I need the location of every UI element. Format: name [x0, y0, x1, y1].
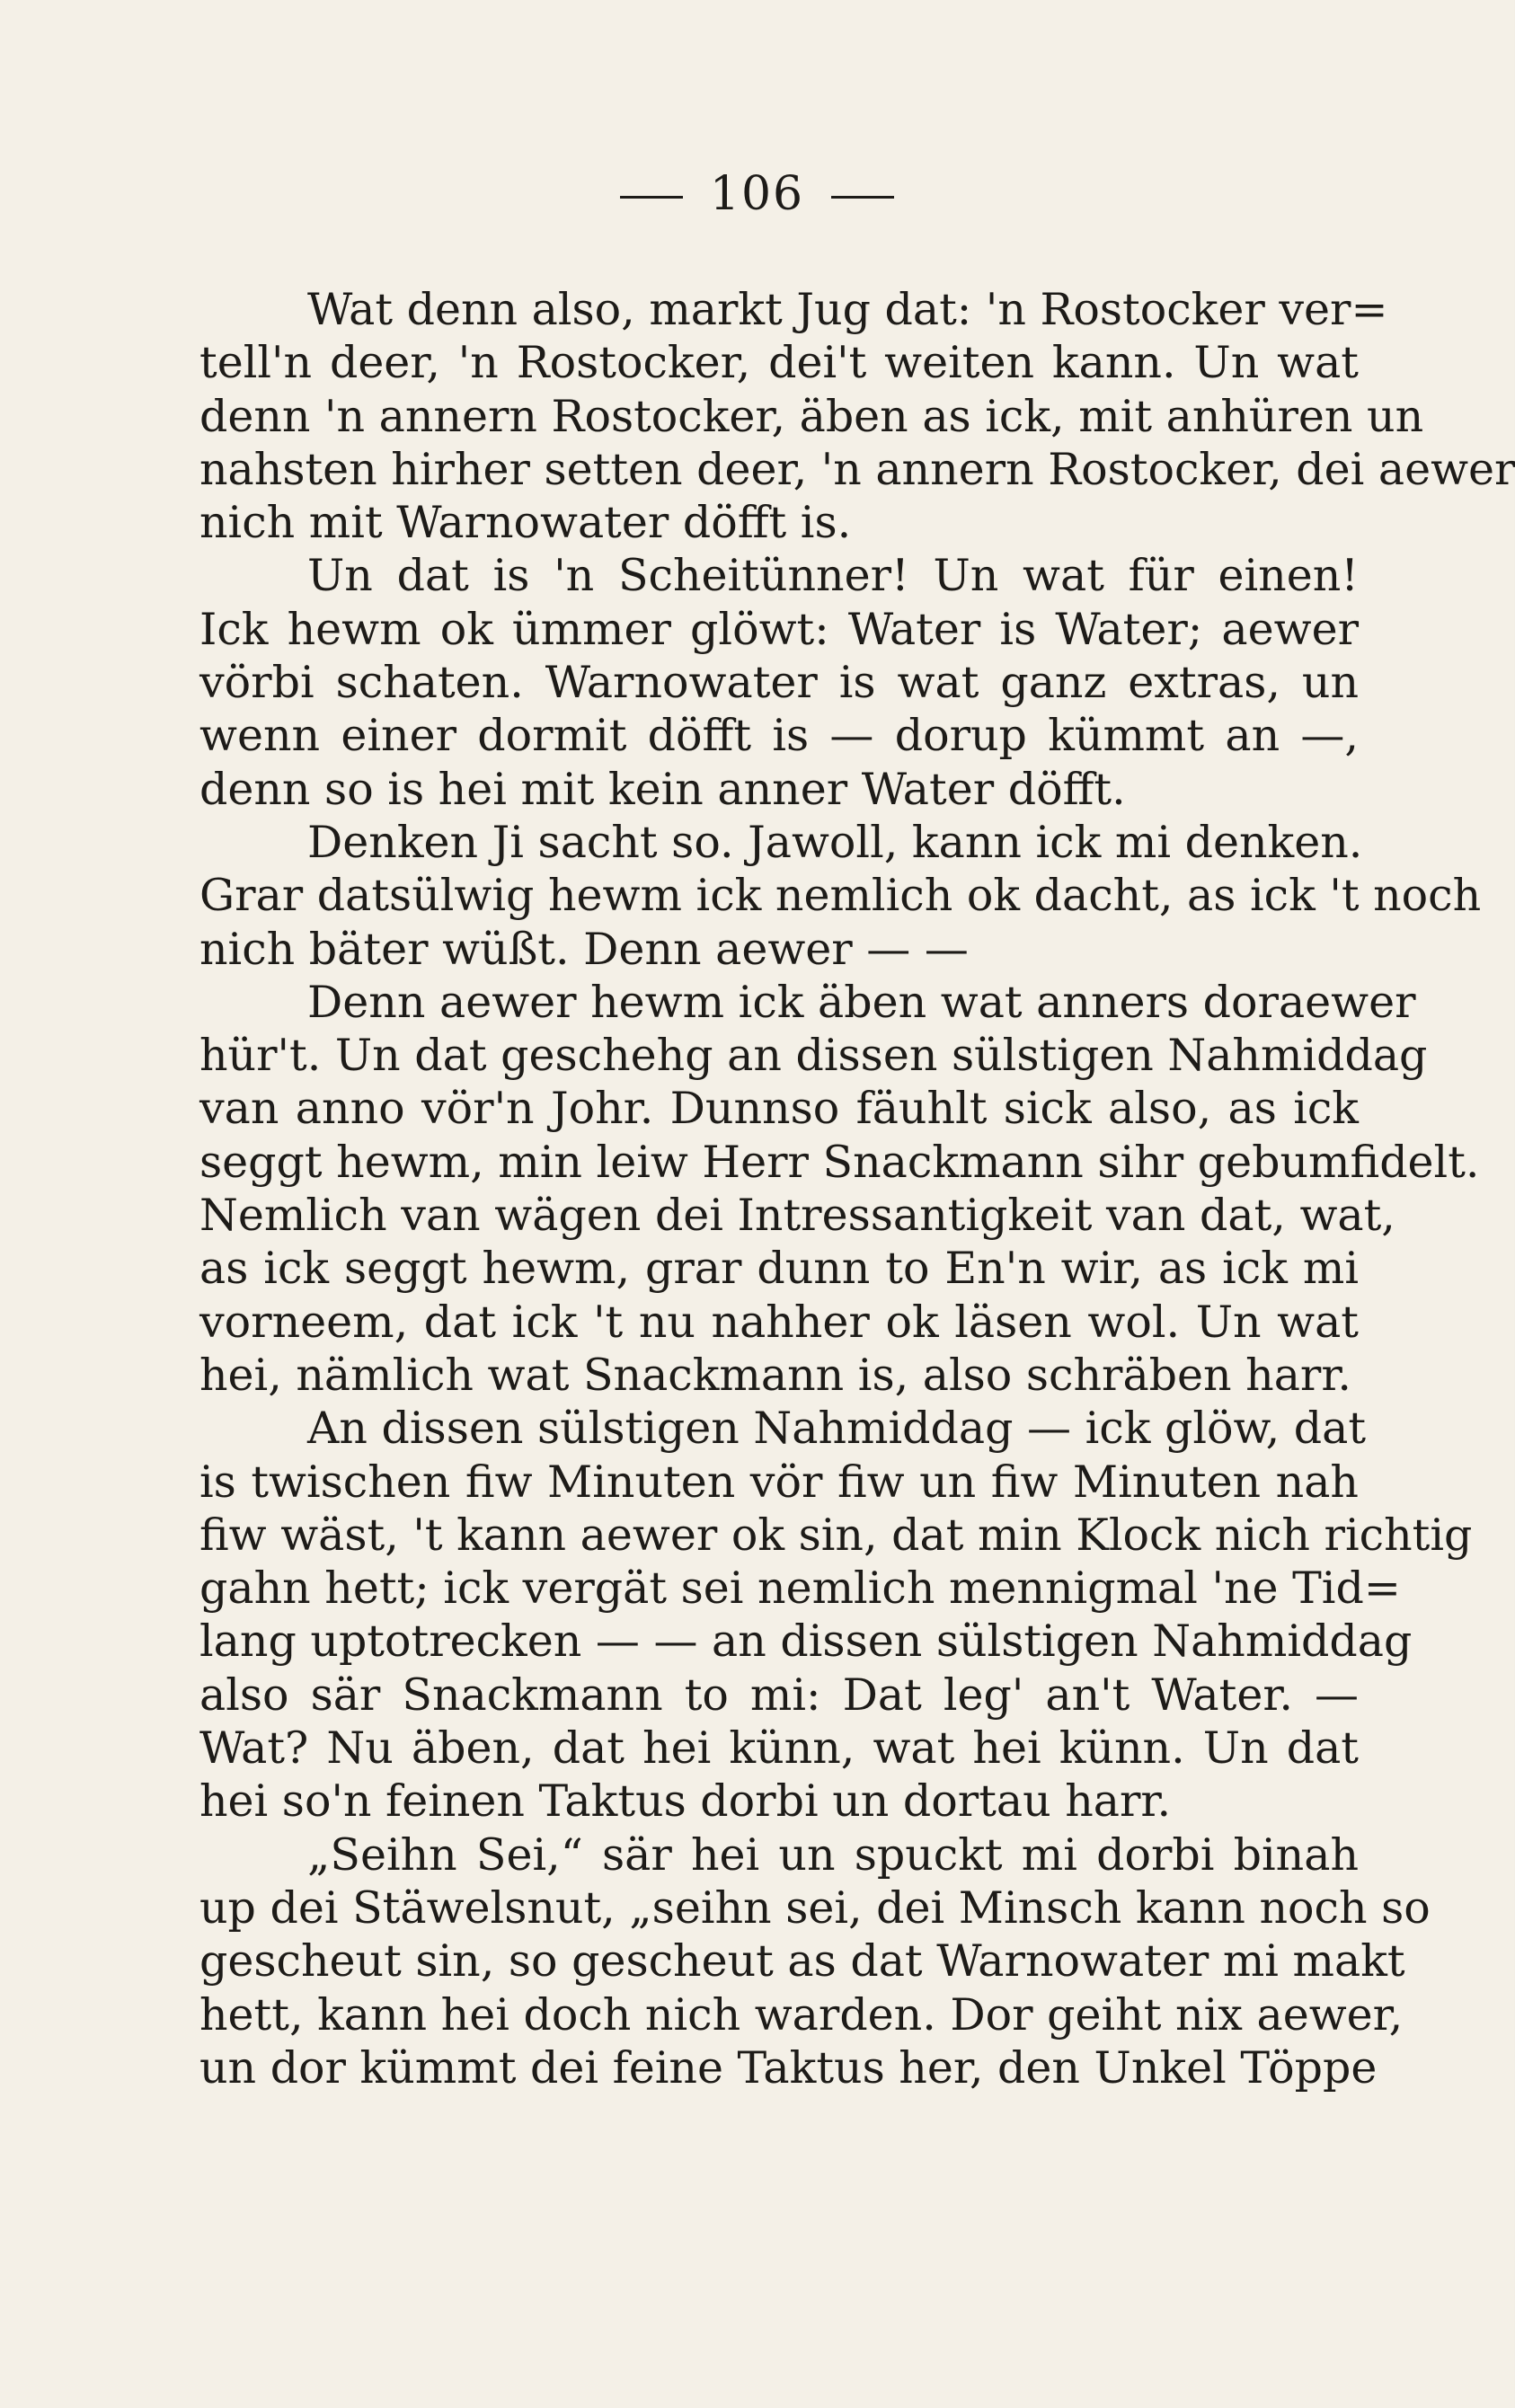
text-line: nahsten hirher setten deer, 'n annern Rostocker, dei aewer [199, 443, 1515, 495]
text-line: un dor kümmt dei feine Taktus her, den Unkel Töppe [199, 2041, 1378, 2094]
text-line: Nemlich van wägen dei Intressantigkeit van dat, wat, [199, 1190, 1395, 1242]
text-line: Denn aewer hewm ick äben wat anners doraewer [307, 976, 1416, 1028]
text-line: seggt hewm, min leiw Herr Snackmann sihr gebumfidelt. [199, 1136, 1480, 1188]
page-number [0, 167, 1514, 221]
text-line: van anno vör'n Johr. Dunnso fäuhlt sick also, as ick [199, 1083, 1359, 1135]
text-line: hür't. Un dat geschehg an dissen sülstigen Nahmiddag [199, 1030, 1428, 1082]
text-line: lang uptotrecken — — an dissen sülstigen Nahmiddag [199, 1616, 1413, 1668]
text-line: tell'n deer, 'n Rostocker, dei't weiten kann. Un wat [199, 337, 1359, 389]
page-number-dash-right [831, 196, 894, 199]
text-line: An dissen sülstigen Nahmiddag — ick glöw, dat [307, 1403, 1367, 1455]
text-line: denn 'n annern Rostocker, äben as ick, mit anhüren un [199, 390, 1424, 442]
text-line: fiw wäst, 't kann aewer ok sin, dat min Klock nich richtig [199, 1509, 1473, 1561]
body-text [199, 283, 1515, 2094]
text-line: Un dat is 'n Scheitünner! Un wat für einen! [307, 550, 1359, 602]
text-line: Wat denn also, markt Jug dat: 'n Rostocker ver= [307, 284, 1388, 335]
text-line: „Seihn Sei,“ sär hei un spuckt mi dorbi binah [307, 1828, 1359, 1881]
text-line: Grar datsülwig hewm ick nemlich ok dacht, as ick 't noch [199, 870, 1482, 922]
text-line: Denken Ji sacht so. Jawoll, kann ick mi denken. [307, 816, 1363, 868]
text-line: hei so'n feinen Taktus dorbi un dortau harr. [199, 1775, 1172, 1828]
text-line: is twischen fiw Minuten vör fiw un fiw Minuten nah [199, 1456, 1359, 1508]
text-line: gahn hett; ick vergät sei nemlich mennigmal 'ne Tid= [199, 1563, 1401, 1615]
text-line: also sär Snackmann to mi: Dat leg' an't Water. — [199, 1669, 1359, 1721]
text-line: nich bäter wüßt. Denn aewer — — [199, 923, 969, 975]
text-line: hei, nämlich wat Snackmann is, also schräben harr. [199, 1349, 1351, 1401]
page-number-dash-left [620, 196, 683, 199]
text-line: up dei Stäwelsnut, „seihn sei, dei Minsch kann noch so [199, 1881, 1431, 1934]
text-line: as ick seggt hewm, grar dunn to En'n wir, as ick mi [199, 1243, 1359, 1295]
text-line: Ick hewm ok ümmer glöwt: Water is Water; aewer [199, 603, 1359, 655]
text-line: hett, kann hei doch nich warden. Dor geiht nix aewer, [199, 1988, 1404, 2041]
text-line: denn so is hei mit kein anner Water döfft. [199, 763, 1126, 815]
text-line: nich mit Warnowater döfft is. [199, 497, 852, 549]
text-line: wenn einer dormit döfft is — dorup kümmt an —, [199, 710, 1359, 762]
text-line: vörbi schaten. Warnowater is wat ganz extras, un [199, 657, 1359, 709]
text-line: vorneem, dat ick 't nu nahher ok läsen wol. Un wat [199, 1296, 1359, 1348]
text-line: Wat? Nu äben, dat hei künn, wat hei künn. Un dat [199, 1722, 1359, 1775]
page-number-value: 106 [709, 167, 805, 221]
text-line: gescheut sin, so gescheut as dat Warnowater mi makt [199, 1935, 1405, 1987]
